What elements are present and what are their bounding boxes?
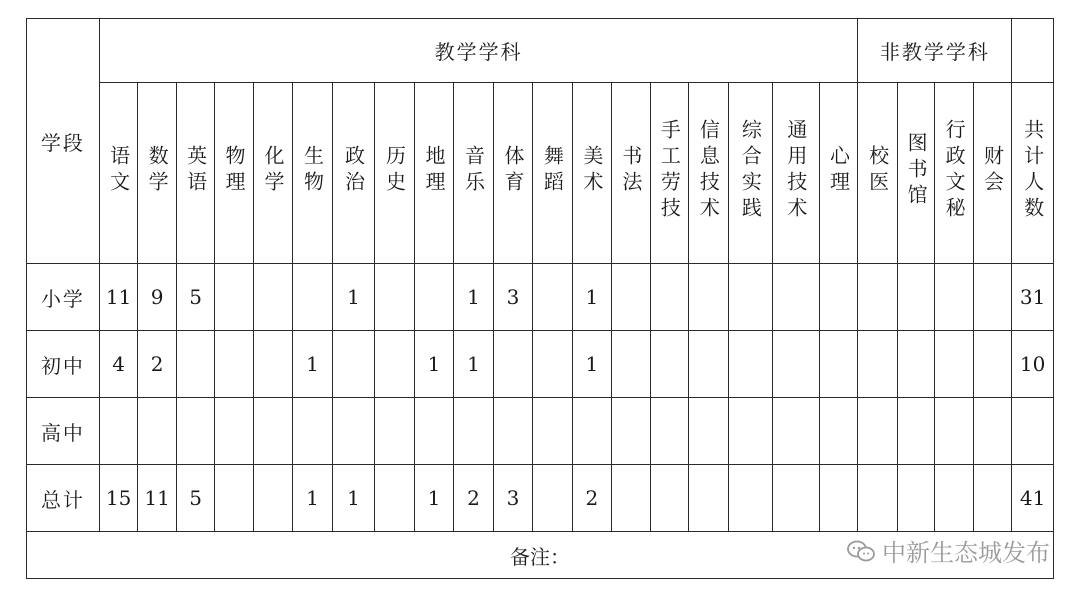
- column-header: [293, 83, 332, 264]
- table-cell: [650, 465, 688, 532]
- column-header-label: 心理: [826, 144, 851, 197]
- table-cell: [414, 398, 453, 465]
- column-header-label: 信息技术: [696, 118, 721, 223]
- table-cell: [650, 398, 688, 465]
- watermark-text: 中新生态城发布: [882, 539, 1050, 567]
- column-header: [897, 83, 934, 264]
- table-cell: [253, 465, 292, 532]
- table-cell: [612, 331, 650, 398]
- staffing-table: [26, 18, 1054, 579]
- table-cell: [973, 264, 1011, 331]
- table-cell: [533, 465, 572, 532]
- table-cell: [728, 331, 773, 398]
- table-cell: [897, 465, 934, 532]
- table-cell: [493, 398, 532, 465]
- table-cell: 3: [493, 264, 532, 331]
- table-cell: [138, 398, 176, 465]
- table-cell: [935, 331, 973, 398]
- column-header: [819, 83, 858, 264]
- column-header: [973, 83, 1011, 264]
- table-cell: [935, 398, 973, 465]
- table-cell: [215, 465, 253, 532]
- table-cell: [375, 331, 414, 398]
- row-label: 总计: [27, 465, 100, 532]
- table-cell: [176, 331, 214, 398]
- column-header: [728, 83, 773, 264]
- group-header-row: [27, 19, 1054, 83]
- table-cell: 3: [493, 465, 532, 532]
- table-cell: [215, 264, 253, 331]
- table-cell: [935, 465, 973, 532]
- column-header: [612, 83, 650, 264]
- column-header-label: 书法: [618, 144, 643, 197]
- table-cell: [612, 264, 650, 331]
- table-cell: [253, 264, 292, 331]
- table-cell: 2: [454, 465, 493, 532]
- row-total-cell: 41: [1012, 465, 1054, 532]
- column-header-label: 地理: [421, 144, 446, 197]
- column-header: [935, 83, 973, 264]
- table-cell: [332, 331, 375, 398]
- table-cell: [897, 264, 934, 331]
- table-cell: 1: [332, 465, 375, 532]
- table-cell: [375, 264, 414, 331]
- column-header: [773, 83, 820, 264]
- column-header: [138, 83, 176, 264]
- column-header-label: 生物: [300, 144, 325, 197]
- table-cell: 1: [454, 264, 493, 331]
- column-header-label: 美术: [579, 144, 604, 197]
- column-header-label: 语文: [106, 144, 131, 197]
- column-header: [215, 83, 253, 264]
- table-cell: [773, 331, 820, 398]
- note-label: 备注：: [510, 544, 570, 569]
- column-header: [375, 83, 414, 264]
- corner-label: 学段: [40, 130, 85, 155]
- column-header-label: 历史: [382, 144, 407, 197]
- column-header: [858, 83, 897, 264]
- total-header-top: [1012, 19, 1054, 83]
- table-cell: [819, 264, 858, 331]
- table-cell: 15: [99, 465, 137, 532]
- column-header-label: 综合实践: [738, 118, 763, 223]
- column-header-label: 音乐: [461, 144, 486, 197]
- table-cell: [533, 264, 572, 331]
- row-label: 高中: [27, 398, 100, 465]
- table-cell: [858, 264, 897, 331]
- table-cell: 2: [572, 465, 611, 532]
- table-row-total: [27, 465, 1054, 532]
- table-cell: [293, 264, 332, 331]
- table-cell: [689, 331, 728, 398]
- column-header-label: 物理: [222, 144, 247, 197]
- table-cell: [819, 331, 858, 398]
- table-cell: [728, 465, 773, 532]
- column-header-label: 舞蹈: [540, 144, 565, 197]
- column-header-label: 手工劳技: [657, 118, 682, 223]
- column-header-label: 化学: [261, 144, 285, 197]
- table-cell: [414, 264, 453, 331]
- table-cell: 1: [414, 465, 453, 532]
- table-cell: 4: [99, 331, 137, 398]
- table-cell: [253, 398, 292, 465]
- table-cell: [858, 465, 897, 532]
- table-cell: 1: [572, 331, 611, 398]
- table-cell: 1: [572, 264, 611, 331]
- table-cell: [819, 465, 858, 532]
- table-row-senior: [27, 398, 1054, 465]
- row-total-cell: [1012, 398, 1054, 465]
- column-header-label: 通用技术: [783, 118, 808, 223]
- table-cell: [650, 264, 688, 331]
- table-cell: [728, 398, 773, 465]
- table-cell: [533, 398, 572, 465]
- total-column-header: [1012, 83, 1054, 264]
- column-header: [253, 83, 292, 264]
- watermark: [846, 533, 1050, 568]
- table-cell: 9: [138, 264, 176, 331]
- column-header-label: 行政文秘: [942, 118, 967, 223]
- table-cell: 1: [414, 331, 453, 398]
- table-cell: [689, 398, 728, 465]
- table-cell: [689, 465, 728, 532]
- table-cell: [533, 331, 572, 398]
- column-header: [99, 83, 137, 264]
- column-header: [493, 83, 532, 264]
- table-row-primary: [27, 264, 1054, 331]
- table-cell: [293, 398, 332, 465]
- table-cell: [253, 331, 292, 398]
- table-cell: [375, 465, 414, 532]
- table-cell: 11: [138, 465, 176, 532]
- table-cell: [612, 398, 650, 465]
- table-cell: [819, 398, 858, 465]
- table-cell: [935, 264, 973, 331]
- table-cell: 5: [176, 264, 214, 331]
- table-cell: [215, 398, 253, 465]
- row-label: 小学: [27, 264, 100, 331]
- column-header-label: 政治: [341, 144, 366, 197]
- table-cell: [612, 465, 650, 532]
- table-cell: [973, 331, 1011, 398]
- table-cell: [215, 331, 253, 398]
- table-cell: [773, 264, 820, 331]
- table-cell: 1: [332, 264, 375, 331]
- table-cell: [773, 465, 820, 532]
- column-header: [414, 83, 453, 264]
- table-cell: [99, 398, 137, 465]
- non-teaching-subjects-header: 非教学学科: [858, 19, 1012, 83]
- teaching-subjects-header: 教学学科: [99, 19, 858, 83]
- table-row-junior: [27, 331, 1054, 398]
- table-cell: [454, 398, 493, 465]
- table-cell: [572, 398, 611, 465]
- column-header: [650, 83, 688, 264]
- total-column-label: 共计人数: [1020, 118, 1045, 223]
- corner-cell: [27, 19, 100, 264]
- table-cell: 5: [176, 465, 214, 532]
- column-header: [689, 83, 728, 264]
- row-total-cell: 10: [1012, 331, 1054, 398]
- row-label: 初中: [27, 331, 100, 398]
- table-cell: [332, 398, 375, 465]
- table-cell: 1: [293, 465, 332, 532]
- table-cell: [858, 331, 897, 398]
- subject-header-row: [27, 83, 1054, 264]
- table-cell: [897, 398, 934, 465]
- column-header: [176, 83, 214, 264]
- wechat-icon: [846, 539, 876, 563]
- table-cell: 2: [138, 331, 176, 398]
- column-header-label: 英语: [183, 144, 208, 197]
- table-cell: [858, 398, 897, 465]
- table-cell: [728, 264, 773, 331]
- table-cell: [973, 398, 1011, 465]
- table-cell: [973, 465, 1011, 532]
- column-header-label: 图书馆: [904, 131, 929, 210]
- table-cell: [689, 264, 728, 331]
- table-cell: [650, 331, 688, 398]
- column-header: [533, 83, 572, 264]
- table-cell: [493, 331, 532, 398]
- table-cell: [773, 398, 820, 465]
- table-cell: [176, 398, 214, 465]
- column-header-label: 财会: [980, 144, 1005, 197]
- table-cell: 11: [99, 264, 137, 331]
- table-cell: [375, 398, 414, 465]
- row-total-cell: 31: [1012, 264, 1054, 331]
- column-header-label: 数学: [145, 144, 170, 197]
- column-header: [454, 83, 493, 264]
- table-cell: 1: [293, 331, 332, 398]
- column-header-label: 体育: [500, 144, 525, 197]
- column-header: [572, 83, 611, 264]
- table-cell: 1: [454, 331, 493, 398]
- column-header-label: 校医: [865, 144, 890, 197]
- table-cell: [897, 331, 934, 398]
- column-header: [332, 83, 375, 264]
